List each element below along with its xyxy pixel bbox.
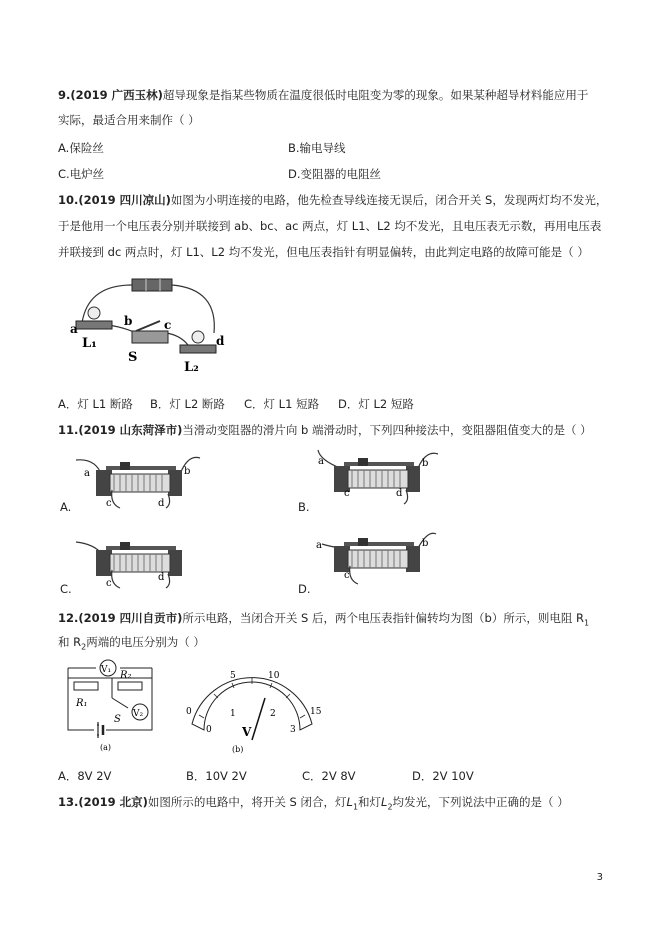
meter-scale-arc xyxy=(192,678,312,730)
q12-option-c: C．2V 8V xyxy=(302,769,356,783)
terminal-d: d xyxy=(158,572,165,583)
label-s: S xyxy=(128,350,138,365)
q13-l1: L xyxy=(346,795,353,809)
q11-option-b: B. xyxy=(298,500,310,514)
inner-scale-1: 1 xyxy=(230,709,236,719)
q11-text: 当滑动变阻器的滑片向 b 端滑动时，下列四种接法中，变阻器阻值变大的是（ ） xyxy=(182,423,592,437)
caption-a: (a) xyxy=(100,743,112,752)
terminal-b: b xyxy=(422,458,429,469)
label-s: S xyxy=(114,714,121,725)
q11-number: 11. xyxy=(58,423,79,437)
q11-option-d: D. xyxy=(298,582,311,596)
q11-stem xyxy=(58,422,592,438)
outer-scale-10: 10 xyxy=(268,671,280,681)
q9-source: (2019 广西玉林) xyxy=(70,88,163,102)
q12-text: 所示电路，当闭合开关 S 后，两个电压表指针偏转均为图（b）所示，则电阻 R xyxy=(182,611,584,625)
label-v2: V₂ xyxy=(133,709,144,719)
terminal-a: a xyxy=(84,468,90,479)
switch-s xyxy=(132,331,168,343)
q10-number: 10. xyxy=(58,193,79,207)
terminal-a: a xyxy=(316,540,322,551)
q10-stem-line1 xyxy=(58,192,607,208)
label-l1: L₁ xyxy=(82,336,97,351)
q13-text: 如图所示的电路中，将开关 S 闭合，灯 xyxy=(147,795,347,809)
q10-stem-line2: 于是他用一个电压表分别并联接到 ab、bc、ac 两点，灯 L1、L2 均不发光，且电压表无示数，再用电压表 xyxy=(58,219,602,233)
label-b: b xyxy=(124,314,133,328)
meter-pointer xyxy=(252,698,265,740)
label-c: c xyxy=(164,318,172,332)
q9-option-c: C.电炉丝 xyxy=(58,167,105,181)
lamp-l2-bulb xyxy=(192,331,204,343)
terminal-d: d xyxy=(158,498,165,509)
q11-rheostat-b xyxy=(314,446,444,506)
terminal-d: d xyxy=(396,488,403,499)
terminal-a: a xyxy=(318,456,324,467)
q10-stem-line3: 并联接到 dc 两点时，灯 L1、L2 均不发光，但电压表指针有明显偏转，由此判定电路的故障可能是（ ） xyxy=(58,245,589,259)
lamp-l1-bulb xyxy=(88,307,100,319)
q12-r2-subscript: 2 xyxy=(81,642,87,652)
label-l2: L₂ xyxy=(184,360,199,375)
outer-scale-5: 5 xyxy=(230,671,236,681)
inner-scale-3: 3 xyxy=(290,725,296,735)
q13-text-mid: 和灯 xyxy=(358,795,382,809)
label-v1: V₁ xyxy=(101,665,112,675)
inner-scale-2: 2 xyxy=(270,709,276,719)
q12-option-b: B．10V 2V xyxy=(186,769,247,783)
q12-stem-line2 xyxy=(58,634,205,651)
terminal-c: c xyxy=(344,570,350,581)
q9-text: 超导现象是指某些物质在温度很低时电阻变为零的现象。如果某种超导材料能应用于 xyxy=(162,88,589,102)
q10-option-c: C．灯 L1 短路 xyxy=(244,397,320,411)
q10-text: 如图为小明连接的电路，他先检查导线连接无误后，闭合开关 S，发现两灯均不发光， xyxy=(170,193,608,207)
resistor-r2 xyxy=(118,682,142,690)
terminal-c: c xyxy=(106,578,112,589)
unit-v: V xyxy=(242,725,252,739)
lamp-l2-base xyxy=(180,345,216,353)
q12-text-end: 两端的电压分别为（ ） xyxy=(86,635,205,649)
q13-stem xyxy=(58,794,569,811)
q12-r1-subscript: 1 xyxy=(583,618,590,628)
lamp-l1-base xyxy=(76,321,112,329)
terminal-b: b xyxy=(184,466,191,477)
terminal-b: b xyxy=(422,538,429,549)
label-a: a xyxy=(70,322,78,336)
q11-rheostat-c xyxy=(76,530,206,590)
q10-option-b: B．灯 L2 断路 xyxy=(150,397,225,411)
q12-stem-line1 xyxy=(58,610,589,627)
q9-stem-line1 xyxy=(58,87,588,103)
q11-option-c: C. xyxy=(60,582,72,596)
label-r2: R₂ xyxy=(120,670,132,681)
q9-option-d: D.变阻器的电阻丝 xyxy=(288,167,382,181)
q9-stem-line2: 实际，最适合用来制作（ ） xyxy=(58,113,200,127)
label-r1: R₁ xyxy=(76,698,88,709)
q13-l2: L xyxy=(381,795,388,809)
caption-b: (b) xyxy=(232,745,244,754)
q11-rheostat-a xyxy=(76,450,206,510)
q13-number: 13. xyxy=(58,795,79,809)
q13-l2-sub: 2 xyxy=(387,802,393,812)
q12-option-a: A．8V 2V xyxy=(58,769,112,783)
terminal-c: c xyxy=(344,488,350,499)
terminal-c: c xyxy=(106,498,112,509)
wire xyxy=(172,285,214,333)
outer-scale-0: 0 xyxy=(186,707,192,717)
outer-scale-15: 15 xyxy=(310,707,322,717)
inner-scale-0: 0 xyxy=(206,725,212,735)
q12-number: 12. xyxy=(58,611,79,625)
q10-circuit-figure xyxy=(68,275,238,380)
q13-source: (2019 北京) xyxy=(78,795,148,809)
q12-circuit-a xyxy=(62,658,162,754)
q9-number: 9. xyxy=(58,88,71,102)
q11-source: (2019 山东菏泽市) xyxy=(78,423,183,437)
q12-meter-b xyxy=(172,660,332,756)
q11-rheostat-d xyxy=(314,526,444,586)
q9-option-a: A.保险丝 xyxy=(58,141,104,155)
q12-source: (2019 四川自贡市) xyxy=(78,611,183,625)
q10-option-d: D．灯 L2 短路 xyxy=(338,397,414,411)
resistor-r1 xyxy=(74,682,98,690)
q12-text-r2: 和 R xyxy=(58,635,82,649)
label-d: d xyxy=(216,334,225,348)
q12-option-d: D．2V 10V xyxy=(412,769,474,783)
q10-option-a: A．灯 L1 断路 xyxy=(58,397,133,411)
q13-text-end: 均发光，下列说法中正确的是（ ） xyxy=(392,795,569,809)
q9-option-b: B.输电导线 xyxy=(288,141,346,155)
page-number: 3 xyxy=(596,872,603,883)
battery-pack xyxy=(132,279,172,291)
q13-l1-sub: 1 xyxy=(352,802,359,812)
q10-source: (2019 四川凉山) xyxy=(78,193,171,207)
q11-option-a: A. xyxy=(60,500,72,514)
